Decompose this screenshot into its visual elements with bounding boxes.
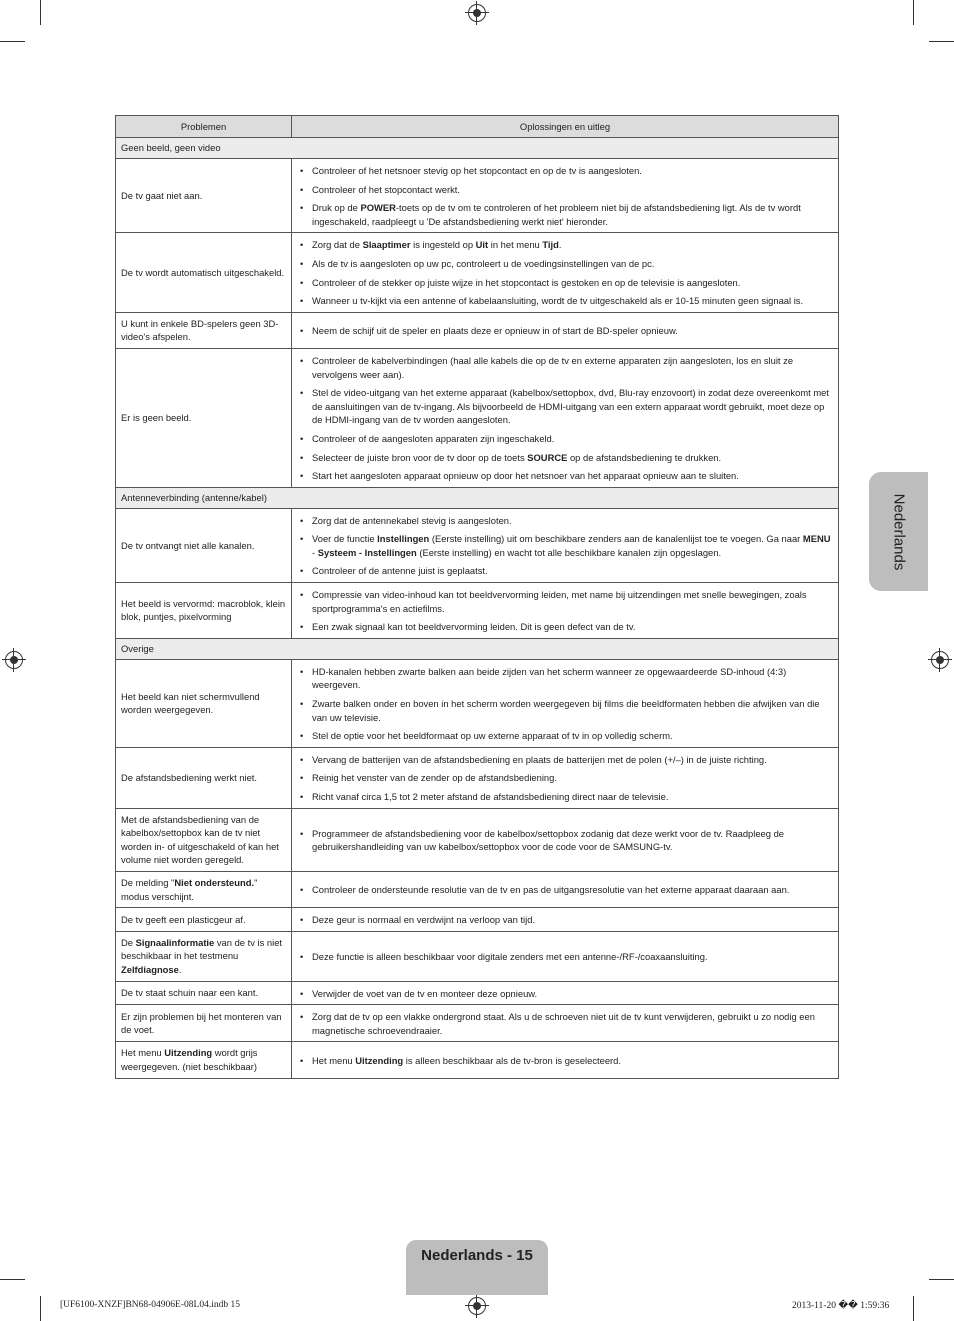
bold-term: Instellingen	[377, 533, 430, 545]
table-row	[116, 747, 839, 808]
solution-list	[298, 324, 832, 338]
solution-item	[298, 913, 832, 927]
text-run: Start het aangesloten apparaat opnieuw op door het netsnoer van het apparaat opnieuw aan te sluiten.	[312, 470, 739, 482]
solution-item	[298, 1054, 832, 1068]
problem-cell	[116, 931, 292, 981]
problem-cell	[116, 808, 292, 871]
problem-cell	[116, 233, 292, 312]
text-run: De tv wordt automatisch uitgeschakeld.	[121, 266, 285, 278]
problem-cell	[116, 908, 292, 932]
text-run: is alleen beschikbaar als de tv-bron is geselecteerd.	[403, 1054, 621, 1066]
text-run: Controleer of het stopcontact werkt.	[312, 183, 460, 195]
text-run: Programmeer de afstandsbediening voor de kabelbox/settopbox zodanig dat deze werkt voor de tv. Raadpleeg de gebruikershandleiding van uw kabelbox/settopbox voor de code voor de SAMSUNG-tv.	[312, 827, 784, 853]
registration-mark-icon	[468, 4, 486, 22]
text-run: Compressie van video-inhoud kan tot beeldvervorming leiden, met name bij uitzendingen met snelle bewegingen, zoals sportprogramma's en actiefilms.	[312, 589, 807, 614]
table-row	[116, 508, 839, 582]
solution-cell	[292, 508, 839, 582]
language-side-tab	[869, 472, 928, 591]
bold-term: Zelfdiagnose	[121, 963, 179, 975]
text-run: Een zwak signaal kan tot beeldvervorming leiden. Dit is geen defect van de tv.	[312, 621, 636, 633]
problem-cell	[116, 1042, 292, 1078]
registration-mark-icon	[5, 651, 23, 669]
bold-term: Tijd	[542, 239, 559, 251]
registration-mark-icon	[468, 1297, 486, 1315]
solution-cell	[292, 908, 839, 932]
text-run: Er zijn problemen bij het monteren van de voet.	[121, 1010, 282, 1036]
solution-list	[298, 238, 832, 307]
bold-term: MENU	[802, 533, 831, 545]
solution-list	[298, 514, 832, 578]
solution-item	[298, 469, 832, 483]
solution-list	[298, 588, 832, 634]
section-title: Overige	[116, 638, 839, 659]
crop-mark	[913, 1296, 914, 1321]
text-run: Controleer of het netsnoer stevig op het stopcontact en op de tv is aangesloten.	[312, 165, 642, 176]
language-side-tab-label: Nederlands	[890, 493, 907, 570]
solution-list	[298, 913, 832, 927]
solution-cell	[292, 931, 839, 981]
text-run: De	[121, 936, 136, 948]
text-run: Controleer of de aangesloten apparaten zijn ingeschakeld.	[312, 432, 555, 444]
text-run: Voer de functie	[312, 533, 378, 545]
solution-item	[298, 386, 832, 427]
text-run: van de tv is niet beschikbaar in het testmenu	[121, 936, 283, 962]
text-run: U kunt in enkele BD-spelers geen 3D-video's afspelen.	[121, 317, 279, 343]
solution-list	[298, 883, 832, 897]
solution-cell	[292, 312, 839, 348]
table-row	[116, 1005, 839, 1042]
bold-term: POWER	[360, 202, 396, 214]
solution-item	[298, 354, 832, 381]
crop-mark	[929, 41, 954, 42]
solution-cell	[292, 808, 839, 871]
bold-term: Uitzending	[164, 1047, 213, 1059]
text-run: Zorg dat de tv op een vlakke ondergrond staat. Als u de schroeven niet uit de tv kunt verwijderen, gebruikt u zo nodig een magnetische schroevendraaier.	[312, 1011, 815, 1036]
solution-item	[298, 790, 832, 804]
table-row	[116, 871, 839, 907]
solution-list	[298, 1010, 832, 1037]
solution-item	[298, 564, 832, 578]
solution-item	[298, 294, 832, 308]
solution-item	[298, 238, 832, 252]
text-run: Controleer of de stekker op juiste wijze in het stopcontact is gestoken en op de televisie is aangesloten.	[312, 276, 741, 288]
solution-item	[298, 771, 832, 785]
text-run: De tv gaat niet aan.	[121, 189, 203, 201]
text-run: Controleer de ondersteunde resolutie van de tv en pas de uitgangsresolutie van het externe apparaat daaraan aan.	[312, 884, 790, 896]
crop-mark	[40, 1296, 41, 1321]
solution-item	[298, 276, 832, 290]
text-run: HD-kanalen hebben zwarte balken aan beide zijden van het scherm wanneer ze opgewaardeerde SD-inhoud (4:3) weergeven.	[312, 665, 787, 691]
solution-list	[298, 827, 832, 854]
solution-cell	[292, 233, 839, 312]
troubleshooting-table	[115, 115, 839, 1079]
problem-cell	[116, 747, 292, 808]
solution-item	[298, 1010, 832, 1037]
solution-list	[298, 987, 832, 1001]
solution-item	[298, 697, 832, 724]
text-run: Deze geur is normaal en verdwijnt na verloop van tijd.	[312, 914, 536, 926]
text-run: Wanneer u tv-kijkt via een antenne of kabelaansluiting, wordt de tv uitgeschakeld als er 10-15 minuten geen signaal is.	[312, 295, 804, 307]
problem-cell	[116, 659, 292, 747]
text-run: Stel de video-uitgang van het externe apparaat (kabelbox/settopbox, dvd, Blu-ray enzovoort) in zodat deze overeenkomt met de aansluitingen van de tv-ingang. Als bijvoorbeeld de HDMI-uitgang van een extern apparaat wordt gebruikt, moet deze op de HDMI-ingang van de tv worden aangesloten.	[312, 387, 829, 426]
text-run: De tv ontvangt niet alle kanalen.	[121, 539, 255, 551]
solution-item	[298, 753, 832, 767]
text-run: De melding "	[121, 876, 175, 888]
problem-cell	[116, 159, 292, 233]
table-row	[116, 981, 839, 1005]
solution-cell	[292, 659, 839, 747]
table-row	[116, 908, 839, 932]
problem-cell	[116, 508, 292, 582]
table-row	[116, 312, 839, 348]
solution-item	[298, 201, 832, 228]
footer-timestamp: 2013-11-20 �� 1:59:36	[792, 1301, 890, 1311]
problem-cell	[116, 981, 292, 1005]
solution-item	[298, 432, 832, 446]
text-run: " modus verschijnt.	[121, 876, 258, 902]
solution-item	[298, 729, 832, 743]
table-row	[116, 931, 839, 981]
bold-term: Signaalinformatie	[135, 936, 215, 948]
text-run: Het beeld kan niet schermvullend worden weergegeven.	[121, 690, 260, 716]
section-title: Geen beeld, geen video	[116, 138, 839, 159]
text-run: De tv geeft een plasticgeur af.	[121, 913, 246, 925]
text-run: Er is geen beeld.	[121, 412, 192, 424]
text-run: Druk op de	[312, 202, 361, 214]
text-run: Controleer of de antenne juist is geplaatst.	[312, 565, 488, 577]
text-run: Controleer de kabelverbindingen (haal alle kabels die op de tv en externe apparaten zijn aangesloten, los en sluit ze vervolgens weer aan).	[312, 354, 794, 380]
table-row	[116, 159, 839, 233]
text-run: Neem de schijf uit de speler en plaats deze er opnieuw in of start de BD-speler opnieuw.	[312, 325, 678, 337]
solution-list	[298, 1054, 832, 1068]
text-run: Vervang de batterijen van de afstandsbediening en plaats de batterijen met de polen (+/–) in de juiste richting.	[312, 753, 767, 765]
table-row	[116, 583, 839, 639]
text-run: Verwijder de voet van de tv en monteer deze opnieuw.	[312, 987, 538, 999]
solution-item	[298, 987, 832, 1001]
page-number-tab	[406, 1240, 548, 1295]
table-row	[116, 348, 839, 487]
solution-cell	[292, 348, 839, 487]
text-run: Stel de optie voor het beeldformaat op uw externe apparaat of tv in op volledig scherm.	[312, 730, 673, 742]
table-row	[116, 659, 839, 747]
solution-item	[298, 532, 832, 559]
solution-cell	[292, 583, 839, 639]
text-run: Zorg dat de antennekabel stevig is aangesloten.	[312, 514, 512, 526]
text-run: Het menu	[312, 1054, 356, 1066]
text-run: Reinig het venster van de zender op de afstandsbediening.	[312, 772, 557, 784]
text-run: in het menu	[488, 239, 543, 251]
problem-cell	[116, 871, 292, 907]
crop-mark	[0, 41, 25, 42]
problem-cell	[116, 1005, 292, 1042]
table-row	[116, 233, 839, 312]
text-run: De afstandsbediening werkt niet.	[121, 771, 258, 783]
text-run: is ingesteld op	[410, 239, 476, 251]
text-run: (Eerste instelling) en wacht tot alle beschikbare kanalen zijn opgeslagen.	[416, 546, 722, 558]
problem-cell	[116, 348, 292, 487]
solution-item	[298, 451, 832, 465]
text-run: Met de afstandsbediening van de kabelbox/settopbox kan de tv niet worden in- of uitgeschakeld of kan het volume niet worden geregeld.	[121, 813, 279, 866]
table-row	[116, 808, 839, 871]
text-run: -toets op de tv om te controleren of het probleem niet bij de afstandsbediening ligt. Als de tv wordt ingeschakeld, raadpleegt u 'De afstandsbediening werkt niet' hieronder.	[312, 202, 801, 227]
bold-term: Slaaptimer	[362, 239, 411, 251]
crop-mark	[40, 0, 41, 25]
problem-cell	[116, 583, 292, 639]
registration-mark-icon	[931, 651, 949, 669]
section-title: Antenneverbinding (antenne/kabel)	[116, 487, 839, 508]
solution-item	[298, 257, 832, 271]
solution-list	[298, 164, 832, 228]
text-run: .	[178, 963, 182, 975]
text-run: Het beeld is vervormd: macroblok, klein blok, puntjes, pixelvorming	[121, 597, 286, 623]
bold-term: Uit	[475, 239, 489, 251]
solution-cell	[292, 1042, 839, 1078]
solution-list	[298, 665, 832, 743]
column-header-solutions: Oplossingen en uitleg	[292, 116, 839, 138]
column-header-problems: Problemen	[116, 116, 292, 138]
bold-term: SOURCE	[527, 451, 568, 463]
text-run: Richt vanaf circa 1,5 tot 2 meter afstand de afstandsbediening direct naar de televisie.	[312, 791, 669, 802]
solution-item	[298, 883, 832, 897]
solution-cell	[292, 981, 839, 1005]
text-run: wordt grijs weergegeven. (niet beschikbaar)	[121, 1047, 258, 1072]
solution-list	[298, 354, 832, 483]
solution-item	[298, 183, 832, 197]
solution-item	[298, 324, 832, 338]
bold-term: Systeem - Instellingen	[317, 546, 417, 558]
table-body	[116, 138, 839, 1079]
text-run: Deze functie is alleen beschikbaar voor digitale zenders met een antenne-/RF-/coaxaansluiting.	[312, 950, 708, 962]
text-run: -	[312, 546, 318, 558]
solution-cell	[292, 1005, 839, 1042]
solution-cell	[292, 871, 839, 907]
bold-term: Uitzending	[355, 1054, 404, 1066]
crop-mark	[929, 1279, 954, 1280]
section-row	[116, 487, 839, 508]
page-number-label: Nederlands - 15	[421, 1247, 533, 1264]
text-run: Als de tv is aangesloten op uw pc, controleert u de voedingsinstellingen van de pc.	[312, 257, 655, 269]
text-run: (Eerste instelling) uit om beschikbare zenders aan de kanalenlijst toe te voegen. Ga naar	[429, 533, 803, 545]
solution-item	[298, 950, 832, 964]
text-run: Selecteer de juiste bron voor de tv door op de toets	[312, 451, 528, 463]
solution-item	[298, 827, 832, 854]
text-run: Het menu	[121, 1047, 165, 1059]
section-row	[116, 138, 839, 159]
problem-cell	[116, 312, 292, 348]
table-header-row	[116, 116, 839, 138]
solution-cell	[292, 747, 839, 808]
text-run: Zwarte balken onder en boven in het scherm worden weergegeven bij films die beeldformaten hebben die afwijken van die van uw televisie.	[312, 698, 820, 723]
crop-mark	[0, 1279, 25, 1280]
solution-item	[298, 164, 832, 178]
solution-list	[298, 753, 832, 804]
text-run: .	[558, 239, 562, 251]
footer-file-info: [UF6100-XNZF]BN68-04906E-08L04.indb 15	[60, 1300, 240, 1310]
solution-item	[298, 514, 832, 528]
text-run: De tv staat schuin naar een kant.	[121, 987, 259, 999]
crop-mark	[913, 0, 914, 25]
table-row	[116, 1042, 839, 1078]
solution-list	[298, 950, 832, 964]
text-run: Zorg dat de	[312, 239, 363, 251]
solution-item	[298, 588, 832, 615]
solution-item	[298, 620, 832, 634]
text-run: op de afstandsbediening te drukken.	[567, 451, 722, 463]
solution-cell	[292, 159, 839, 233]
section-row	[116, 638, 839, 659]
solution-item	[298, 665, 832, 692]
bold-term: Niet ondersteund.	[174, 876, 255, 888]
